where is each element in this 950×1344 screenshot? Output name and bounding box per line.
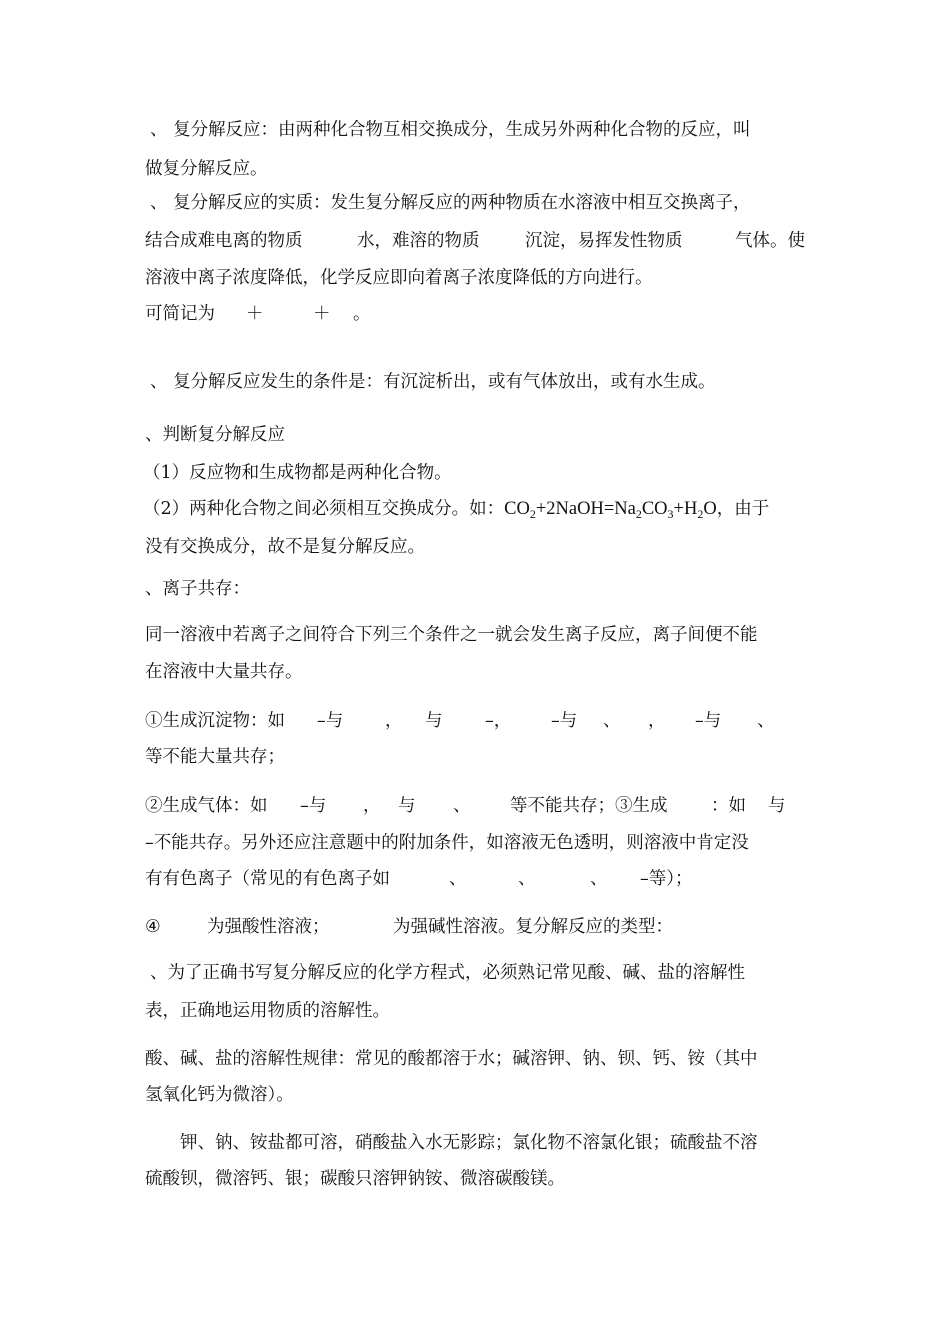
section-title-ion-coexistence: 、离子共存： (145, 579, 250, 599)
text-segment: –与 (695, 711, 722, 731)
paragraph-solubility-note: 、为了正确书写复分解反应的化学方程式，必须熟记常见酸、碱、盐的溶解性 (150, 963, 745, 983)
text-segment: 与 (425, 711, 443, 731)
text-segment: 有有色离子（常见的有色离子如 (145, 869, 390, 889)
text-segment: ， (363, 796, 381, 816)
text-line: 、 复分解反应：由两种化合物互相交换成分，生成另外两种化合物的反应，叫 (150, 120, 751, 140)
text-line: 溶液中离子浓度降低，化学反应即向着离子浓度降低的方向进行。 (145, 268, 653, 288)
text-segment: 与 (398, 796, 416, 816)
text-segment: 、 (757, 711, 775, 731)
text-segment: 可简记为 (145, 304, 215, 324)
text-segment: 气体。使 (735, 231, 805, 251)
text-segment: ：如 (711, 796, 746, 816)
text-line-colored-ions (145, 867, 810, 891)
text-line: 硫酸钡，微溶钙、银；碳酸只溶钾钠铵、微溶碳酸镁。 (145, 1169, 565, 1189)
text-segment: （2）两种化合物之间必须相互交换成分。如： (143, 499, 505, 519)
text-line: 酸、碱、盐的溶解性规律：常见的酸都溶于水；碱溶钾、钠、钡、钙、铵（其中 (145, 1049, 758, 1069)
plus-sign: ＋ (246, 304, 264, 324)
text-segment: ①生成沉淀物：如 (145, 711, 285, 731)
text-line: –不能共存。另外还应注意题中的附加条件，如溶液无色透明，则溶液中肯定没 (145, 833, 749, 853)
text-segment: ， (385, 711, 403, 731)
text-line: 没有交换成分，故不是复分解反应。 (145, 537, 425, 557)
paragraph-ion-coexistence (145, 623, 805, 647)
condition-precipitate (145, 709, 810, 733)
text-line: 氢氧化钙为微溶）。 (145, 1085, 294, 1105)
paragraph-conditions: 、 复分解反应发生的条件是：有沉淀析出，或有气体放出，或有水生成。 (150, 372, 716, 392)
plus-sign: ＋ (313, 304, 331, 324)
text-segment: 、 (449, 869, 467, 889)
text-segment: 为强碱性溶液。复分解反应的类型： (393, 917, 673, 937)
text-segment: –等）； (640, 869, 693, 889)
text-segment: –与 (300, 796, 327, 816)
text-line-shorthand (145, 302, 545, 326)
text-segment: ， (648, 711, 666, 731)
list-item-1: （1）反应物和生成物都是两种化合物。 (143, 463, 452, 483)
text-line: 在溶液中大量共存。 (145, 662, 303, 682)
paragraph-salt-solubility: 钾、钠、铵盐都可溶，硝酸盐入水无影踪；氯化物不溶氯化银；硫酸盐不溶 (180, 1133, 758, 1153)
text-segment: 、 (603, 711, 621, 731)
formula-co2: $CO_2+2NaOH=Na_2CO_3+H_2O$ (504, 499, 717, 521)
text-line: 表，正确地运用物质的溶解性。 (145, 1001, 390, 1021)
text-segment: –， (485, 711, 512, 731)
text-segment: 水，难溶的物质 (357, 231, 480, 251)
period: 。 (353, 304, 371, 324)
list-item-2 (143, 497, 769, 521)
text-line: 同一溶液中若离子之间符合下列三个条件之一就会发生离子反应，离子间便不能 (145, 625, 758, 645)
text-segment: 、 (453, 796, 471, 816)
paragraph-essence: 、 复分解反应的实质：发生复分解反应的两种物质在水溶液中相互交换离子， (150, 193, 751, 213)
text-segment: –与 (551, 711, 578, 731)
text-segment: 、 (590, 869, 608, 889)
condition-gas (145, 794, 810, 818)
text-segment: –与 (317, 711, 344, 731)
text-segment: ，由于 (716, 499, 770, 519)
paragraph-double-decomposition-definition (150, 118, 805, 142)
text-segment: 等不能共存；③生成 (510, 796, 668, 816)
text-line: 做复分解反应。 (145, 159, 268, 179)
text-segment: 、 (518, 869, 536, 889)
paragraph-solubility-rules (145, 1047, 805, 1071)
text-segment: 为强酸性溶液； (207, 917, 330, 937)
text-segment: ④ (145, 917, 161, 937)
text-segment: ②生成气体：如 (145, 796, 268, 816)
section-title-judge: 、判断复分解反应 (145, 425, 285, 445)
text-segment: 结合成难电离的物质 (145, 231, 303, 251)
text-segment: 沉淀，易挥发性物质 (525, 231, 683, 251)
condition-acid-base (145, 915, 810, 939)
text-line: 等不能大量共存； (145, 747, 285, 767)
text-line-essence-2 (145, 229, 810, 253)
text-segment: 与 (768, 796, 786, 816)
